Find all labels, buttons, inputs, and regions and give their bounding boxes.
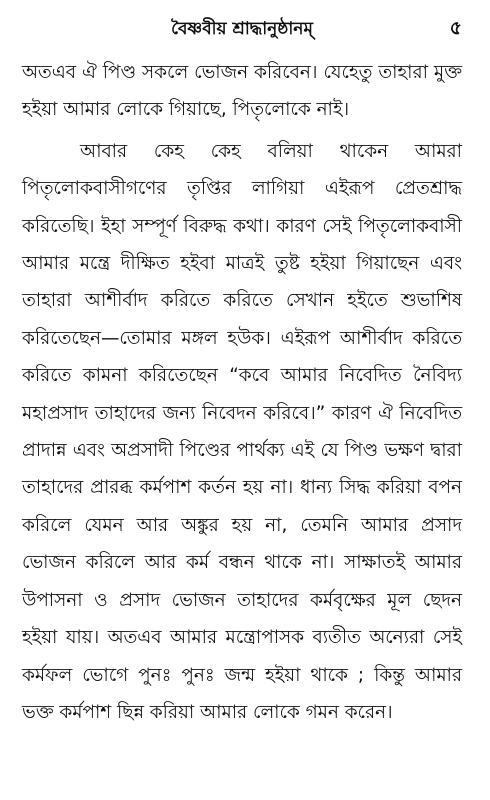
running-header [22, 10, 462, 40]
body-text [22, 54, 462, 731]
page-number: ৫ [449, 17, 462, 39]
running-title: বৈষ্ণবীয় শ্রাদ্ধানুষ্ঠানম্‌ [171, 19, 313, 39]
paragraph-2: আবার কেহ কেহ বলিয়া থাকেন আমরা পিতৃলোকবাসীগণের তৃপ্তির লাগিয়া এইরূপ প্রেতশ্রাদ্ধ করিতেছি। ইহা সম্পূর্ণ বিরুদ্ধ কথা। কারণ সেই পিতৃলোকবাসী আমার মন্ত্রে দীক্ষিত হইবা মাত্রই তুষ্ট হইয়া গিয়াছেন এবং তাহারা আশীর্বাদ করিতে করিতে সেখান হইতে শুভাশিষ করিতেছেন—তোমার মঙ্গল হউক। এইরূপ আশীর্বাদ করিতে করিতে কামনা করিতেছেন “কবে আমার নিবেদিত নৈবিদ্য মহাপ্রসাদ তাহাদের জন্য নিবেদন করিবে।” কারণ ঐ নিবেদিত প্রাদান্ন এবং অপ্রসাদী পিণ্ডের পার্থক্য এই যে পিণ্ড ভক্ষণ দ্বারা তাহাদের প্রারব্ধ কর্মপাশ কর্তন হয় না। ধান্য সিদ্ধ করিয়া বপন করিলে যেমন আর অঙ্কুর হয় না, তেমনি আমার প্রসাদ ভোজন করিলে আর কর্ম বন্ধন থাকে না। সাক্ষাতই আমার উপাসনা ও প্রসাদ ভোজন তাহাদের কর্মবৃক্ষের মূল ছেদন হইয়া যায়। অতএব আমার মন্ত্রোপাসক ব্যতীত অন্যেরা সেই কর্মফল ভোগে পুনঃ পুনঃ জন্ম হইয়া থাকে ; কিন্তু আমার ভক্ত কর্মপাশ ছিন্ন করিয়া আমার লোকে গমন করেন। [22, 140, 462, 723]
paragraph-1: অতএব ঐ পিণ্ড সকলে ভোজন করিবেন। যেহেতু তাহারা মুক্ত হইয়া আমার লোকে গিয়াছে, পিতৃলোকে নাই। [22, 62, 462, 121]
